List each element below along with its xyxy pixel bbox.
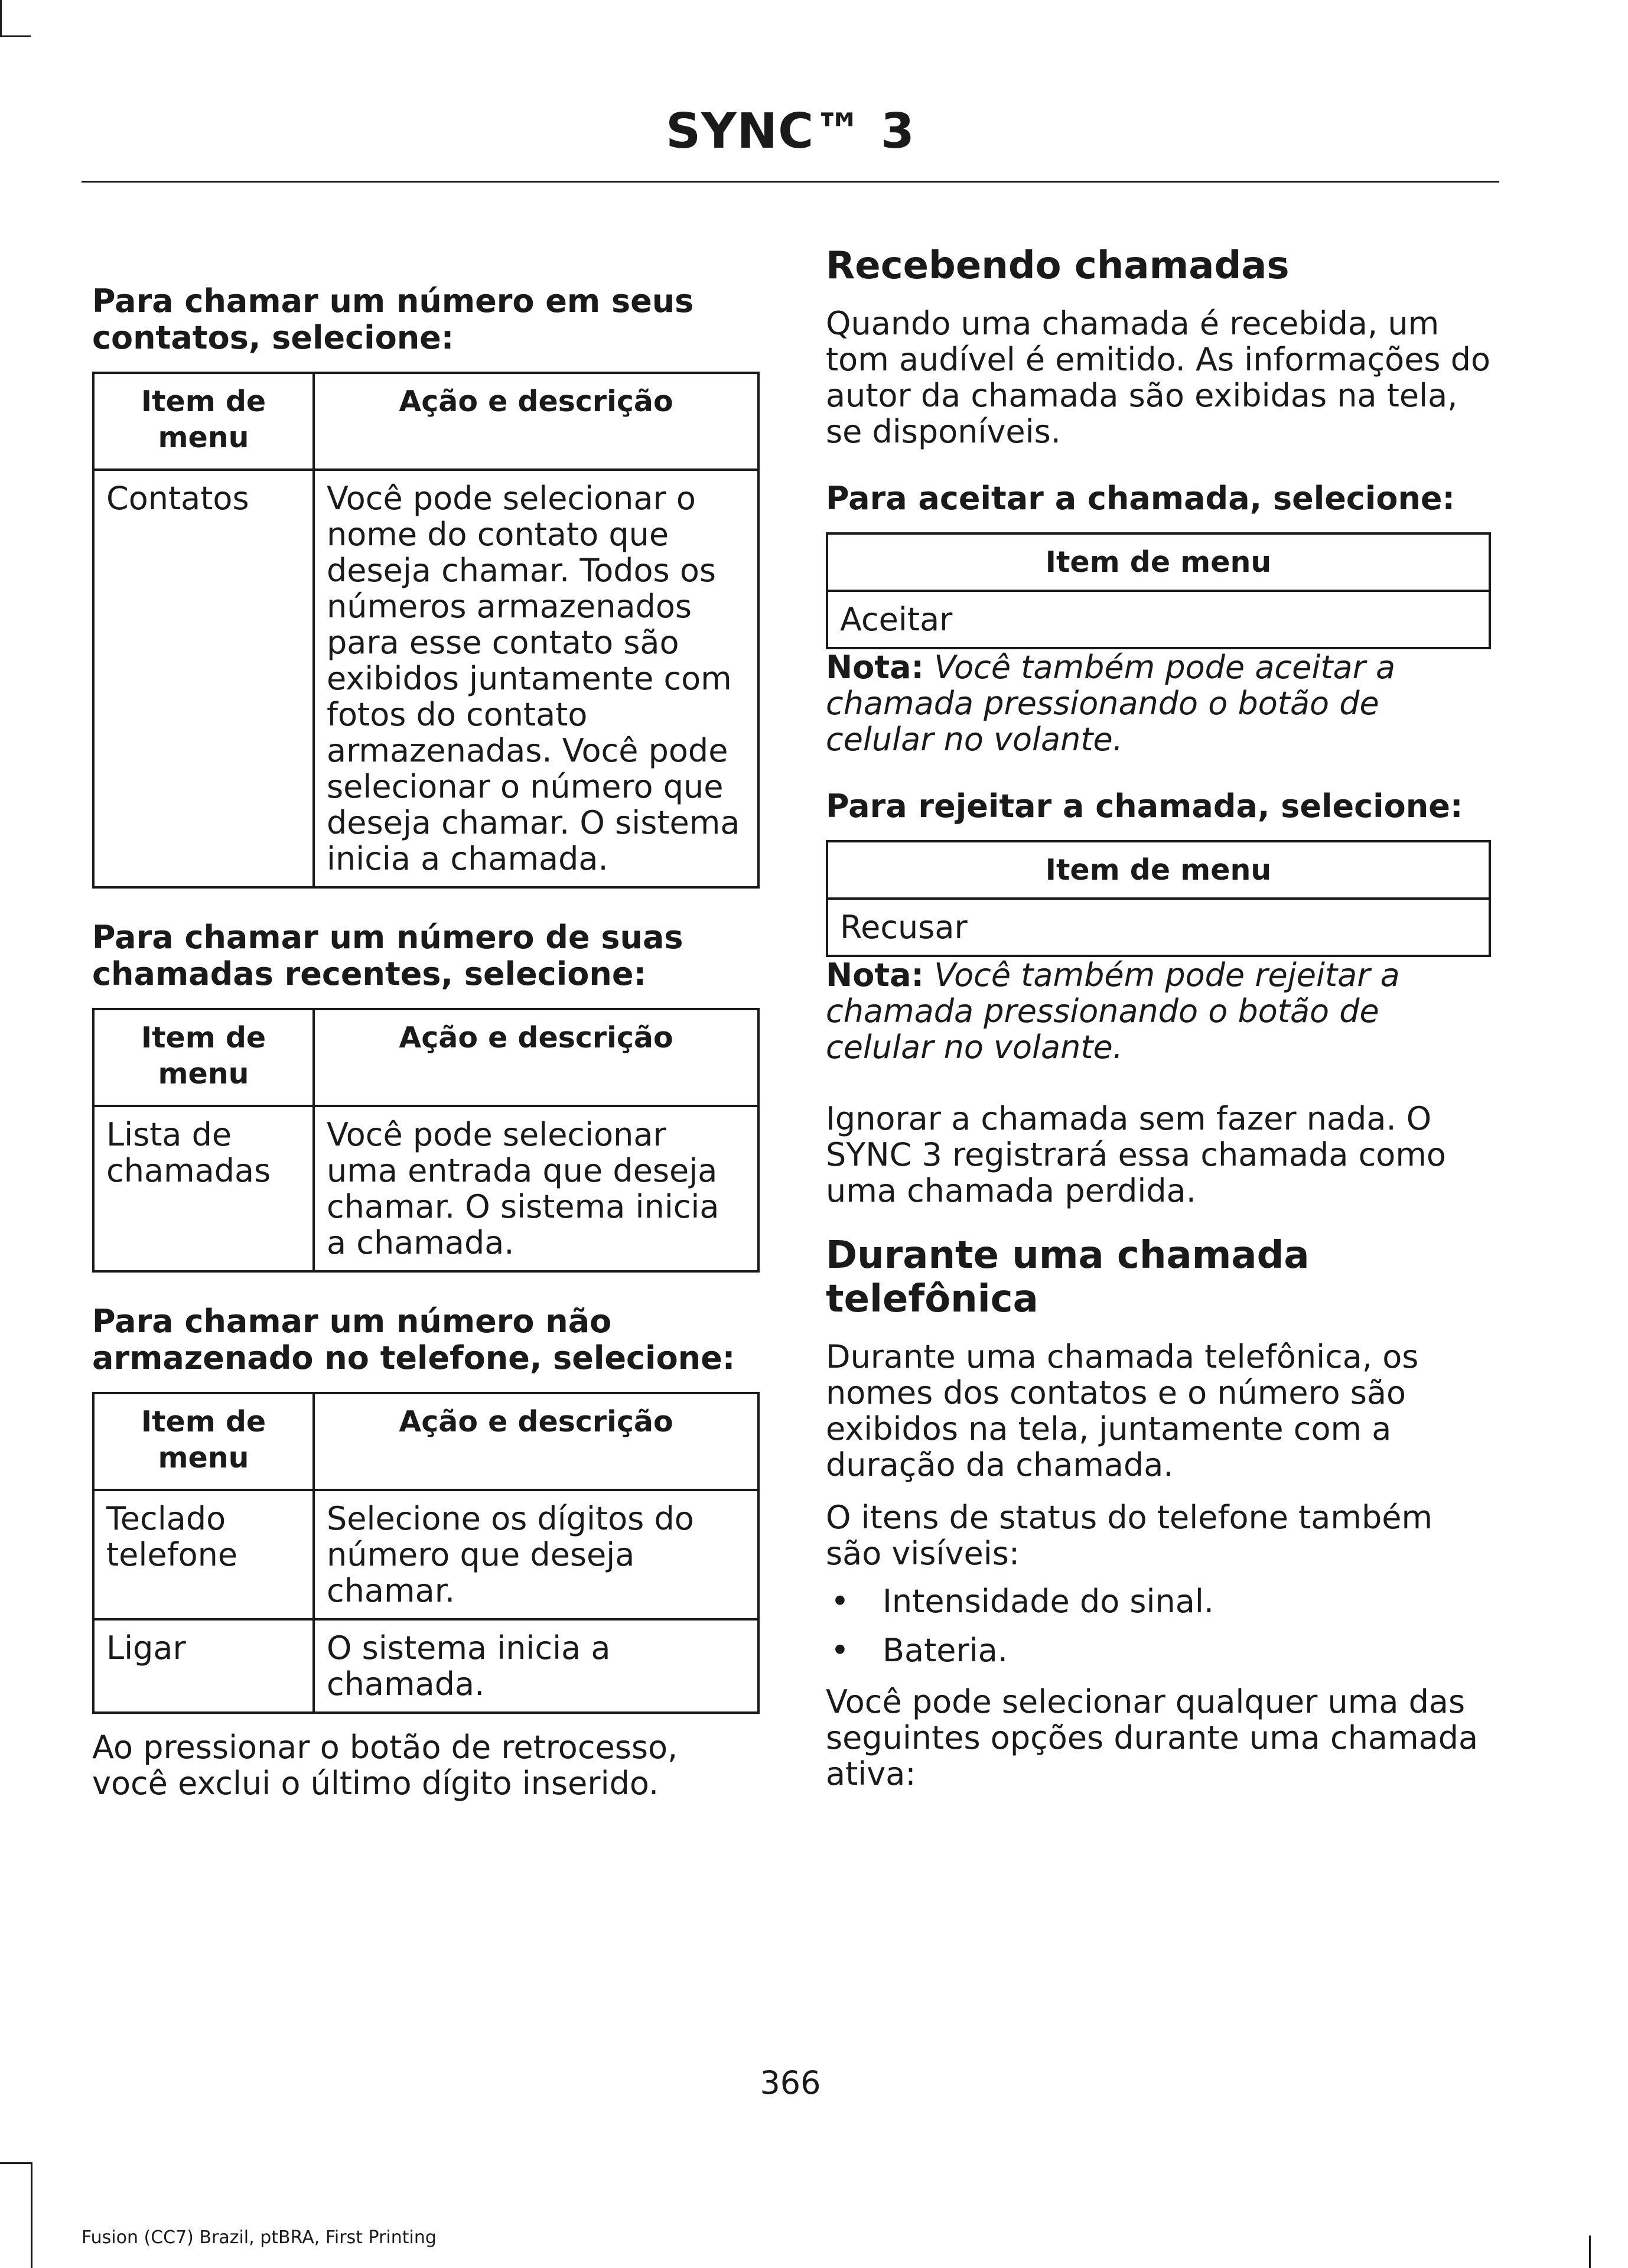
table-header-row [827, 841, 1490, 899]
table-header-row [93, 1009, 758, 1106]
table-row [827, 899, 1490, 956]
table-cell-description: Você pode selecionar o nome do contato que deseja chamar. Todos os números armazenados para esse contato são exibidos juntamente com fotos do contato armazenadas. Você pode selecionar o número que deseja chamar. O sistema inicia a chamada. [314, 470, 758, 887]
left-column [92, 233, 757, 1801]
table-header-cell: Ação e descrição [314, 1393, 758, 1490]
contacts-table [92, 372, 760, 889]
accept-table [826, 532, 1491, 649]
table-cell-menu-item: Recusar [827, 899, 1490, 956]
accept-lead: Para aceitar a chamada, selecione: [826, 480, 1456, 517]
table-cell-menu-item: Contatos [93, 470, 314, 887]
table-cell-menu-item: Lista de chamadas [93, 1106, 314, 1271]
table-row [93, 1619, 758, 1713]
table-cell-menu-item: Aceitar [827, 591, 1490, 648]
header-divider [82, 181, 1499, 183]
crop-mark [1589, 2236, 1591, 2268]
table-row [93, 1490, 758, 1619]
accept-note [826, 649, 1491, 757]
table-header-cell: Item de menu [93, 1009, 314, 1106]
during-text-2: O itens de status do telefone também são visíveis: [826, 1499, 1433, 1572]
ignore-text: Ignorar a chamada sem fazer nada. O SYNC 3 registrará essa chamada como uma chamada perdida. [826, 1100, 1446, 1209]
table-row [93, 470, 758, 887]
table-cell-description: Selecione os dígitos do número que deseja chamar. [314, 1490, 758, 1619]
page-title: SYNC™ 3 [666, 103, 915, 160]
note-text: Você também pode rejeitar a chamada pressionando o botão de celular no volante. [826, 956, 1400, 1066]
list-item-text: Intensidade do sinal. [883, 1583, 1215, 1620]
during-text-1: Durante uma chamada telefônica, os nomes dos contatos e o número são exibidos na tela, juntamente com a duração da chamada. [826, 1338, 1419, 1483]
table-row [93, 1106, 758, 1271]
list-item [826, 1632, 1491, 1668]
keypad-table [92, 1392, 760, 1714]
crop-mark [0, 0, 2, 35]
crop-mark [31, 2162, 32, 2268]
not-stored-lead: Para chamar um número não armazenado no telefone, selecione: [92, 1303, 735, 1377]
recent-calls-table [92, 1008, 760, 1273]
table-cell-description: O sistema inicia a chamada. [314, 1619, 758, 1713]
table-header-row [93, 373, 758, 470]
crop-mark [0, 35, 31, 37]
contacts-lead: Para chamar um número em seus contatos, selecione: [92, 282, 694, 356]
list-item [826, 1583, 1491, 1619]
recent-lead: Para chamar um número de suas chamadas recentes, selecione: [92, 919, 683, 993]
bullet-icon: • [831, 1632, 849, 1669]
table-header-cell: Item de menu [827, 841, 1490, 899]
table-cell-menu-item: Teclado telefone [93, 1490, 314, 1619]
page-number: 366 [760, 2064, 821, 2101]
receiving-heading: Recebendo chamadas [826, 244, 1290, 288]
table-header-row [827, 533, 1490, 591]
list-item-text: Bateria. [883, 1632, 1008, 1669]
print-info: Fusion (CC7) Brazil, ptBRA, First Printing [82, 2227, 437, 2248]
bullet-icon: • [831, 1583, 849, 1620]
table-header-cell: Ação e descrição [314, 373, 758, 470]
note-text: Você também pode aceitar a chamada pressionando o botão de celular no volante. [826, 649, 1396, 758]
table-header-cell: Item de menu [93, 373, 314, 470]
note-label: Nota: [826, 956, 924, 994]
reject-note [826, 957, 1491, 1065]
reject-lead: Para rejeitar a chamada, selecione: [826, 788, 1463, 825]
reject-table [826, 840, 1491, 957]
table-header-cell: Ação e descrição [314, 1009, 758, 1106]
table-cell-description: Você pode selecionar uma entrada que deseja chamar. O sistema inicia a chamada. [314, 1106, 758, 1271]
during-heading: Durante uma chamada telefônica [826, 1234, 1310, 1321]
backspace-text: Ao pressionar o botão de retrocesso, você exclui o último dígito inserido. [92, 1729, 678, 1802]
table-header-cell: Item de menu [827, 533, 1490, 591]
table-header-row [93, 1393, 758, 1490]
status-list [826, 1583, 1491, 1668]
crop-mark [0, 2162, 31, 2164]
table-header-cell: Item de menu [93, 1393, 314, 1490]
right-column [826, 233, 1491, 1792]
during-text-3: Você pode selecionar qualquer uma das seguintes opções durante uma chamada ativa: [826, 1683, 1479, 1792]
note-label: Nota: [826, 649, 924, 686]
table-cell-menu-item: Ligar [93, 1619, 314, 1713]
receiving-intro: Quando uma chamada é recebida, um tom audível é emitido. As informações do autor da chamada são exibidas na tela, se disponíveis. [826, 305, 1491, 450]
table-row [827, 591, 1490, 648]
